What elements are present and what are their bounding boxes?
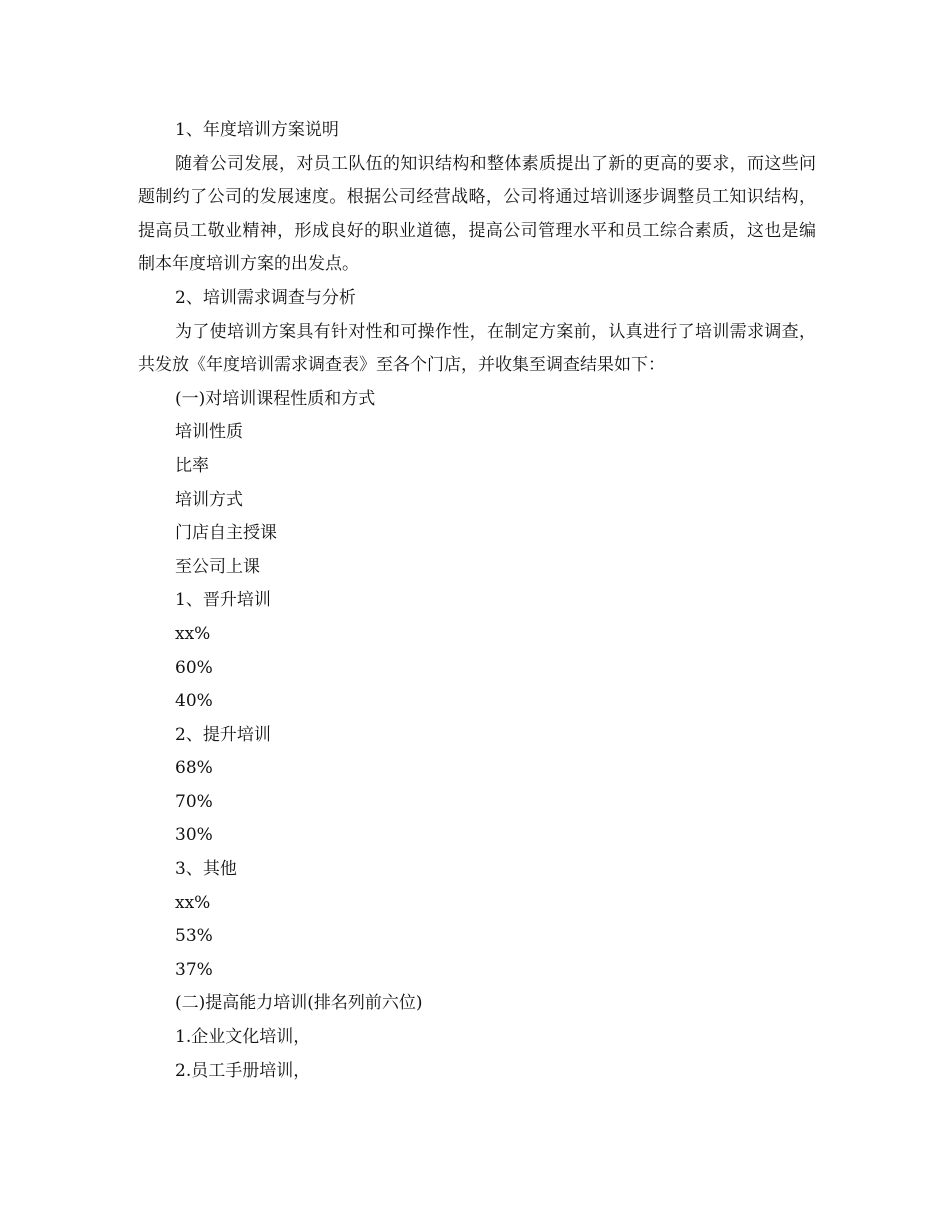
- table-cell-store: 70%: [175, 791, 213, 812]
- paragraph-plan-description: 随着公司发展，对员工队伍的知识结构和整体素质提出了新的更高的要求，而这些问题制约了公司的发展速度。根据公司经营战略，公司将通过培训逐步调整员工知识结构，提高员工敬业精神，形成良好的职业道德，提高公司管理水平和员工综合素质，这也是编制本年度培训方案的出发点。: [138, 153, 816, 275]
- subsection-course-nature: (一)对培训课程性质和方式: [175, 388, 376, 409]
- paragraph-survey-description: 为了使培训方案具有针对性和可操作性，在制定方案前，认真进行了培训需求调查，共发放《年度培训需求调查表》至各个门店，并收集至调查结果如下：: [138, 321, 816, 376]
- document-content: [138, 114, 816, 1088]
- table-cell-company: 40%: [175, 691, 213, 712]
- table-row-label: 1、晋升培训: [175, 590, 271, 611]
- table-header-cell: 至公司上课: [175, 556, 260, 577]
- table-cell-company: 37%: [175, 959, 213, 980]
- table-row-label: 3、其他: [175, 859, 237, 880]
- table-header-cell: 门店自主授课: [175, 523, 277, 544]
- section-heading-training-plan: 1、年度培训方案说明: [175, 120, 339, 140]
- list-item: 2.员工手册培训，: [175, 1060, 311, 1081]
- table-cell-company: 30%: [175, 825, 213, 846]
- list-item: 1.企业文化培训，: [175, 1027, 311, 1048]
- table-cell-store: 53%: [175, 926, 213, 947]
- table-cell-rate: xx%: [175, 892, 211, 913]
- table-header-cell: 培训性质: [175, 422, 243, 443]
- table-header-cell: 培训方式: [175, 489, 243, 510]
- subsection-ability-training: (二)提高能力培训(排名列前六位): [175, 993, 423, 1014]
- table-row-label: 2、提升培训: [175, 724, 271, 745]
- table-cell-store: 60%: [175, 657, 213, 678]
- table-cell-rate: xx%: [175, 623, 211, 644]
- section-heading-needs-survey: 2、培训需求调查与分析: [175, 287, 356, 308]
- table-cell-rate: 68%: [175, 758, 213, 779]
- table-header-cell: 比率: [175, 455, 209, 476]
